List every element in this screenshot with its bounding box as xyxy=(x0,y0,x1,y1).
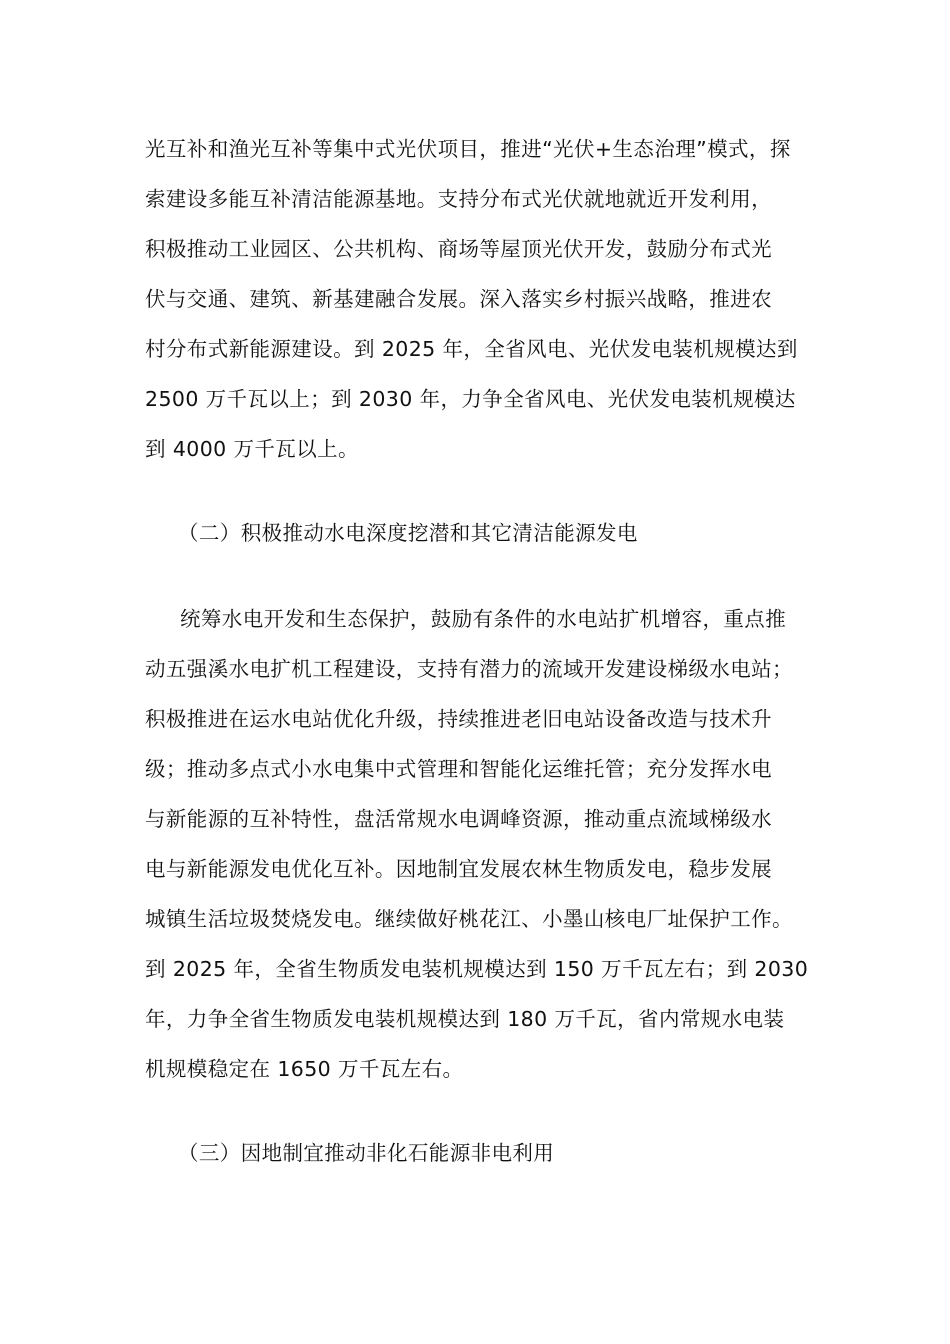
paragraph-line: 到 4000 万千瓦以上。 xyxy=(145,437,359,461)
paragraph-line: 伏与交通、建筑、新基建融合发展。深入落实乡村振兴战略，推进农 xyxy=(145,287,772,311)
paragraph-line: 索建设多能互补清洁能源基地。支持分布式光伏就地就近开发利用， xyxy=(145,187,772,211)
paragraph-line: 机规模稳定在 1650 万千瓦左右。 xyxy=(145,1057,464,1081)
section-heading-3: （三）因地制宜推动非化石能源非电利用 xyxy=(178,1141,555,1165)
paragraph-line: 电与新能源发电优化互补。因地制宜发展农林生物质发电，稳步发展 xyxy=(145,857,772,881)
paragraph-line: 城镇生活垃圾焚烧发电。继续做好桃花江、小墨山核电厂址保护工作。 xyxy=(145,907,793,931)
paragraph-line: 级；推动多点式小水电集中式管理和智能化运维托管；充分发挥水电 xyxy=(145,757,772,781)
paragraph-line: 与新能源的互补特性，盘活常规水电调峰资源，推动重点流域梯级水 xyxy=(145,807,772,831)
paragraph-line: 2500 万千瓦以上；到 2030 年，力争全省风电、光伏发电装机规模达 xyxy=(145,387,796,411)
paragraph-line: 光互补和渔光互补等集中式光伏项目，推进“光伏+生态治理”模式，探 xyxy=(145,137,791,161)
section-heading-2: （二）积极推动水电深度挖潜和其它清洁能源发电 xyxy=(178,521,638,545)
paragraph-line: 村分布式新能源建设。到 2025 年，全省风电、光伏发电装机规模达到 xyxy=(145,337,798,361)
paragraph-line: 统筹水电开发和生态保护，鼓励有条件的水电站扩机增容，重点推 xyxy=(180,607,787,631)
paragraph-line: 年，力争全省生物质发电装机规模达到 180 万千瓦，省内常规水电装 xyxy=(145,1007,785,1031)
paragraph-line: 积极推进在运水电站优化升级，持续推进老旧电站设备改造与技术升 xyxy=(145,707,772,731)
paragraph-line: 动五强溪水电扩机工程建设，支持有潜力的流域开发建设梯级水电站； xyxy=(145,657,793,681)
paragraph-line: 到 2025 年，全省生物质发电装机规模达到 150 万千瓦左右；到 2030 xyxy=(145,957,809,981)
paragraph-line: 积极推动工业园区、公共机构、商场等屋顶光伏开发，鼓励分布式光 xyxy=(145,237,772,261)
